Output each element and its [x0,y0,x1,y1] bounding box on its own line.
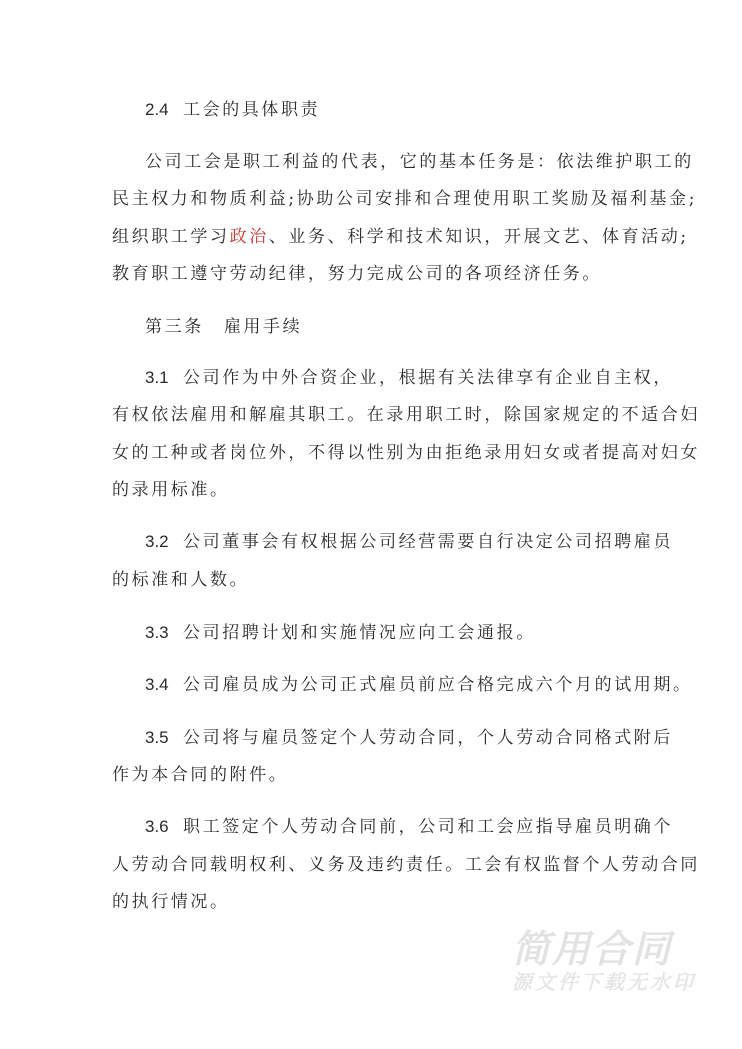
watermark-subtitle: 源文件下载无水印 [512,972,696,994]
paragraph-line: 人劳动合同载明权利、义务及违约责任。工会有权监督个人劳动合同 [112,855,700,875]
clause-3-3: 3.3 公司招聘计划和实施情况应向工会通报。 [145,623,536,643]
paragraph-line: 的执行情况。 [112,892,230,912]
paragraph-line: 教育职工遵守劳动纪律，努力完成公司的各项经济任务。 [112,264,602,284]
paragraph-line: 女的工种或者岗位外，不得以性别为由拒绝录用妇女或者提高对妇女 [112,443,700,463]
clause-3-4: 3.4 公司雇员成为公司正式雇员前应合格完成六个月的试用期。 [145,675,693,695]
clause-3-2: 3.2 公司董事会有权根据公司经营需要自行决定公司招聘雇员 [145,532,673,552]
paragraph-line: 有权依法雇用和解雇其职工。在录用职工时，除国家规定的不适合妇 [112,405,700,425]
clause-3-6: 3.6 职工签定个人劳动合同前，公司和工会应指导雇员明确个 [145,817,673,837]
paragraph-line: 作为本合同的附件。 [112,765,289,785]
clause-3-1: 3.1 公司作为中外合资企业，根据有关法律享有企业自主权， [145,368,673,388]
highlighted-text: 政治 [229,227,269,247]
clause-3-5: 3.5 公司将与雇员签定个人劳动合同，个人劳动合同格式附后 [145,728,673,748]
paragraph-line: 组织职工学习政治、业务、科学和技术知识，开展文艺、体育活动; [112,227,689,247]
paragraph-line: 民主权力和物质利益;协助公司安排和合理使用职工奖励及福利基金; [112,189,698,209]
section-heading: 2.4 工会的具体职责 [145,100,321,120]
paragraph-line: 公司工会是职工利益的代表，它的基本任务是：依法维护职工的 [145,152,694,172]
paragraph-line: 的录用标准。 [112,480,230,500]
article-heading: 第三条 雇用手续 [145,317,303,337]
paragraph-line: 的标准和人数。 [112,570,250,590]
watermark-logo: 简用合同 [512,929,673,971]
